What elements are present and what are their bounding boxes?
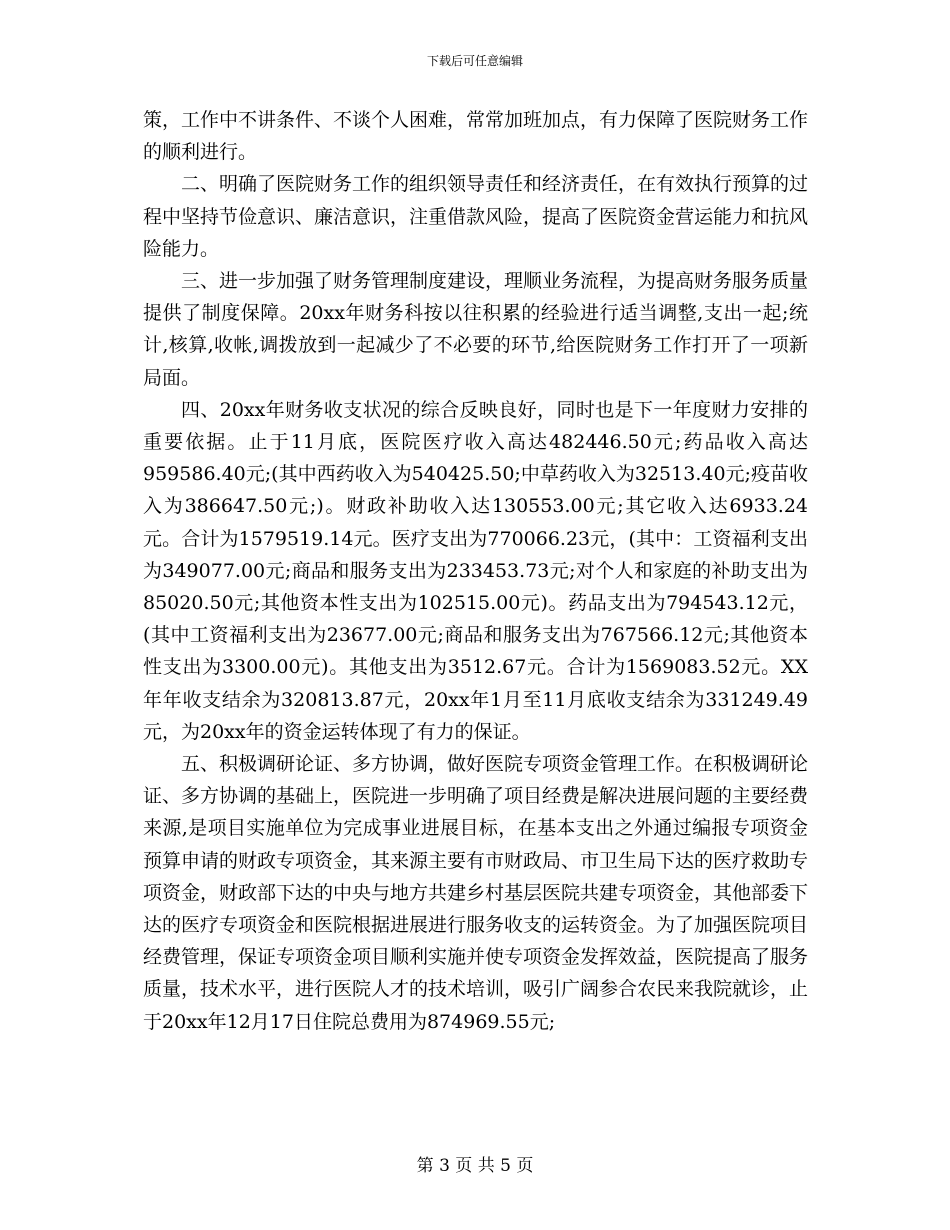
- document-body: [143, 104, 808, 1038]
- paragraph-continuation: 策，工作中不讲条件、不谈个人困难，常常加班加点，有力保障了医院财务工作的顺利进行。: [143, 109, 809, 164]
- paragraph-section-2: 二、明确了医院财务工作的组织领导责任和经济责任，在有效执行预算的过程中坚持节俭意识、廉洁意识，注重借款风险，提高了医院资金营运能力和抗风险能力。: [143, 173, 809, 260]
- paragraph-section-3: 三、进一步加强了财务管理制度建设，理顺业务流程，为提高财务服务质量提供了制度保障。20xx年财务科按以往积累的经验进行适当调整,支出一起;统计,核算,收帐,调拨放到一起减少了不必要的环节,给医院财务工作打开了一项新局面。: [143, 270, 809, 389]
- page-number-footer: 第 3 页 共 5 页: [416, 1156, 534, 1176]
- paragraph-section-4: 四、20xx年财务收支状况的综合反映良好，同时也是下一年度财力安排的重要依据。止于11月底，医院医疗收入高达482446.50元;药品收入高达959586.40元;(其中西药收入为540425.50;中草药收入为32513.40元;疫苗收入为386647.50元;)。财政补助收入达130553.00元;其它收入达6933.24元。合计为1579519.14元。医疗支出为770066.23元，(其中：工资福利支出为349077.00元;商品和服务支出为233453.73元;对个人和家庭的补助支出为85020.50元;其他资本性支出为102515.00元)。药品支出为794543.12元，(其中工资福利支出为23677.00元;商品和服务支出为767566.12元;其他资本性支出为3300.00元)。其他支出为3512.67元。合计为1569083.52元。XX年年收支结余为320813.87元，20xx年1月至11月底收支结余为331249.49元，为20xx年的资金运转体现了有力的保证。: [143, 398, 808, 743]
- paragraph-section-5: 五、积极调研论证、多方协调，做好医院专项资金管理工作。在积极调研论证、多方协调的基础上，医院进一步明确了项目经费是解决进展问题的主要经费来源,是项目实施单位为完成事业进展目标，在基本支出之外通过编报专项资金预算申请的财政专项资金，其来源主要有市财政局、市卫生局下达的医疗救助专项资金，财政部下达的中央与地方共建乡村基层医院共建专项资金，其他部委下达的医疗专项资金和医院根据进展进行服务收支的运转资金。为了加强医院项目经费管理，保证专项资金项目顺利实施并使专项资金发挥效益，医院提高了服务质量，技术水平，进行医院人才的技术培训，吸引广阔参合农民来我院就诊，止于20xx年12月17日住院总费用为874969.55元;: [143, 753, 809, 1033]
- page-header: 下载后可任意编辑: [426, 54, 523, 68]
